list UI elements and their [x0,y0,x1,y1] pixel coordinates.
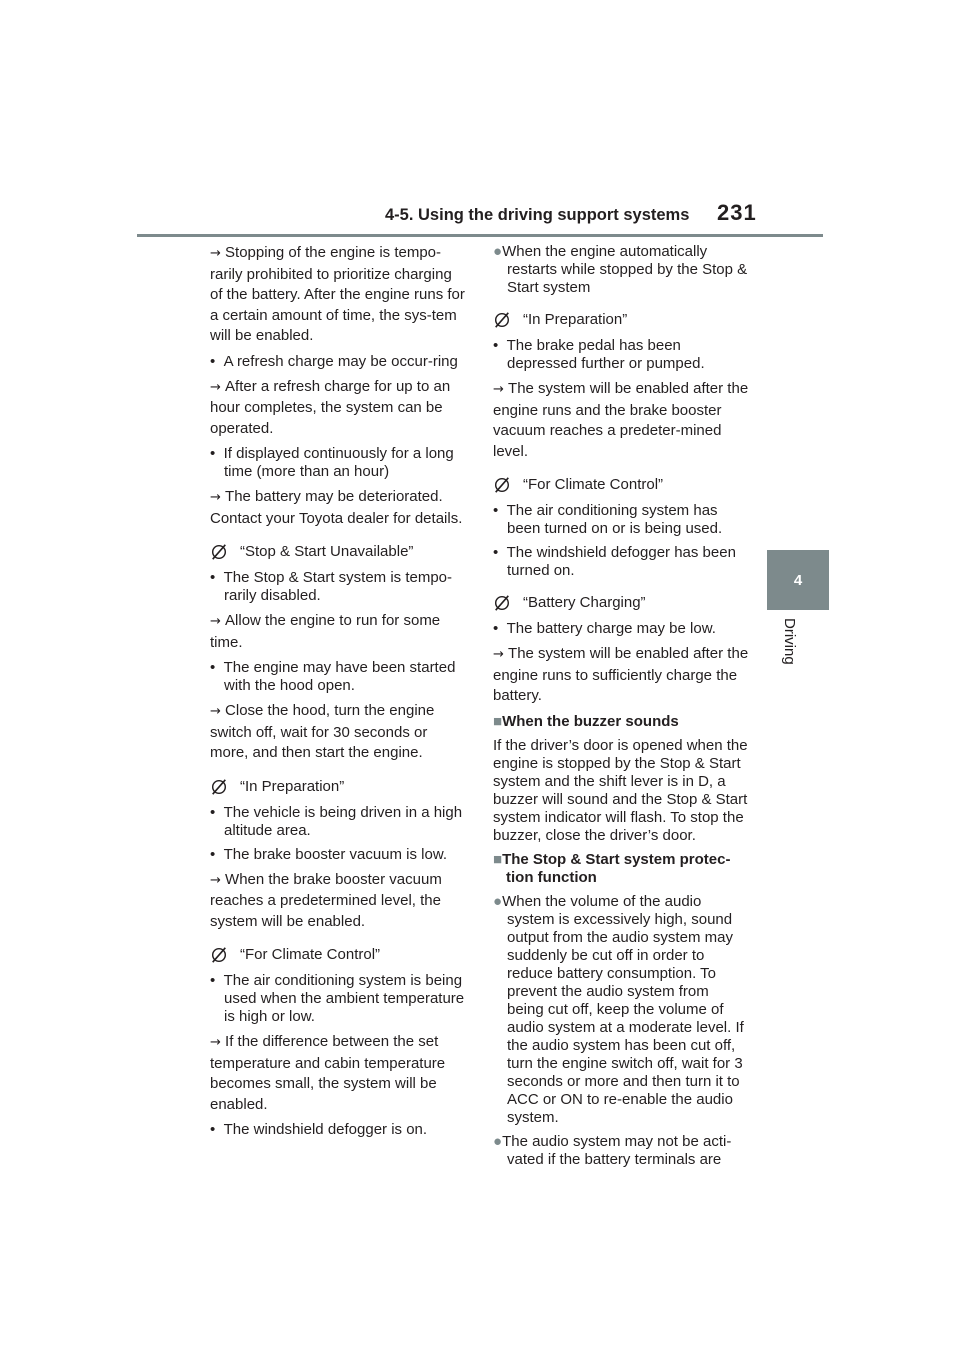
stop-start-indicator-icon [493,594,511,612]
bullet-item [493,337,749,373]
circle-text: When the volume of the audio system is excessively high, sound output from the audio system may suddenly be cut off in order to reduce battery consumption. To prevent the audio system from being cut off, keep the volume of audio system at a moderate level. If the audio system has been cut off, turn the engine switch off, wait for 3 seconds or more and then turn it to ACC or ON to re-enable the audio system. [502,892,744,1126]
bullet-text: The brake booster vacuum is low. [223,845,448,863]
body-paragraph [493,737,749,845]
result-paragraph [210,243,466,347]
result-paragraph [210,611,466,653]
bullet-item [210,1121,466,1139]
bullet-dot-icon: • [210,569,224,586]
bullet-item [210,659,466,695]
indicator-label: “Stop & Start Unavailable” [240,543,414,560]
subheading [493,851,749,887]
square-bullet-icon: ■ [493,850,503,868]
indicator-label: “In Preparation” [240,777,345,795]
subheading-text: When the buzzer sounds [502,712,679,730]
bullet-text: The brake pedal has been depressed further or pumped. [506,337,705,372]
bullet-dot-icon: • [210,845,224,863]
bullet-dot-icon: • [493,502,507,519]
bullet-item [493,544,749,580]
right-column [493,243,749,1175]
paragraph-text: If the driver’s door is opened when the engine is stopped by the Stop & Start system and the shift lever is in D, a buzzer will sound and the Stop & Start system indicator will flash. To stop the buzzer, close the driver’s door. [493,736,748,844]
circle-text: When the engine automatically restarts while stopped by the Stop & Start system [502,243,748,296]
arrow-right-icon: → [210,704,226,719]
bullet-text: The windshield defogger is on. [223,1121,428,1138]
bullet-dot-icon: • [210,445,224,462]
indicator-heading [493,476,749,494]
bullet-dot-icon: • [493,337,507,354]
bullet-text: The air conditioning system is being used when the ambient temperature is high or low. [223,972,465,1025]
indicator-heading [210,543,466,561]
stop-start-indicator-icon [210,946,228,964]
indicator-heading [493,311,749,329]
result-paragraph [493,379,749,462]
bullet-item [210,569,466,605]
bullet-text: The Stop & Start system is tempo-rarily disabled. [223,569,453,604]
bullet-item [210,972,466,1026]
bullet-dot-icon: • [210,972,224,989]
subheading [493,713,749,731]
stop-start-indicator-icon [210,778,228,796]
bullet-dot-icon: • [210,1121,224,1138]
arrow-right-icon: → [210,614,226,629]
page-number: 231 [717,200,757,225]
bullet-dot-icon: • [493,620,507,637]
indicator-label: “In Preparation” [523,311,628,328]
indicator-heading [493,594,749,612]
result-text: Allow the engine to run for some time. [210,612,441,651]
bullet-text: A refresh charge may be occur-ring [223,352,458,370]
result-text: The system will be enabled after the engine runs and the brake booster vacuum reaches a predeter-mined level. [493,380,749,460]
stop-start-indicator-icon [493,311,511,329]
circle-bullet-icon: ● [493,1132,503,1150]
bullet-text: If displayed continuously for a long time (more than an hour) [223,445,454,480]
bullet-item [210,445,466,481]
bullet-item [210,804,466,840]
arrow-right-icon: → [210,1035,226,1050]
bullet-dot-icon: • [493,544,507,561]
circle-bullet-icon: ● [493,243,503,260]
bullet-item [493,502,749,538]
circle-bullet-icon: ● [493,892,503,910]
arrow-right-icon: → [493,647,509,662]
chapter-tab [767,550,829,610]
bullet-item [210,846,466,864]
left-column [210,243,466,1145]
result-paragraph [210,870,466,933]
circle-text: The audio system may not be acti-vated if the battery terminals are [502,1132,732,1168]
arrow-right-icon: → [210,872,226,888]
header-rule [137,234,823,237]
indicator-heading [210,778,466,796]
result-text: If the difference between the set temperature and cabin temperature becomes small, the system will be enabled. [210,1033,446,1113]
section-title: 4-5. Using the driving support systems [385,206,690,224]
bullet-dot-icon: • [210,803,224,821]
bullet-dot-icon: • [210,352,224,370]
result-paragraph [210,1032,466,1115]
chapter-label: Driving [781,618,798,665]
bullet-item [493,620,749,638]
result-text: After a refresh charge for up to an hour completes, the system can be operated. [210,377,451,437]
indicator-label: “Battery Charging” [523,594,646,611]
bullet-item [210,353,466,371]
chapter-number: 4 [793,571,803,589]
arrow-right-icon: → [210,490,226,505]
bullet-text: The vehicle is being driven in a high altitude area. [223,803,463,839]
arrow-right-icon: → [210,246,226,261]
result-text: Close the hood, turn the engine switch off, wait for 30 seconds or more, and then start the engine. [210,702,435,761]
result-text: Stopping of the engine is tempo-rarily prohibited to prioritize charging of the battery. After the engine runs for a certain amount of time, the sys-tem will be enabled. [210,244,465,344]
bullet-text: The engine may have been started with the hood open. [223,659,456,694]
indicator-label: “For Climate Control” [523,476,664,493]
result-paragraph [210,377,466,440]
result-text: The battery may be deteriorated. Contact your Toyota dealer for details. [210,488,463,527]
indicator-heading [210,946,466,964]
circle-item [493,243,749,297]
stop-start-indicator-icon [210,543,228,561]
subheading-text: The Stop & Start system protec-tion function [502,850,731,886]
bullet-dot-icon: • [210,659,224,676]
result-text: The system will be enabled after the engine runs to sufficiently charge the battery. [493,645,749,704]
result-paragraph [210,487,466,529]
bullet-text: The air conditioning system has been turned on or is being used. [506,502,723,537]
indicator-label: “For Climate Control” [240,946,381,963]
result-paragraph [493,644,749,707]
arrow-right-icon: → [210,379,226,395]
square-bullet-icon: ■ [493,712,503,730]
result-text: When the brake booster vacuum reaches a predetermined level, the system will be enabled. [210,870,442,930]
stop-start-indicator-icon [493,476,511,494]
circle-item [493,893,749,1127]
circle-item [493,1133,749,1169]
arrow-right-icon: → [493,382,509,397]
result-paragraph [210,701,466,764]
bullet-text: The windshield defogger has been turned on. [506,544,736,579]
bullet-text: The battery charge may be low. [506,620,716,637]
